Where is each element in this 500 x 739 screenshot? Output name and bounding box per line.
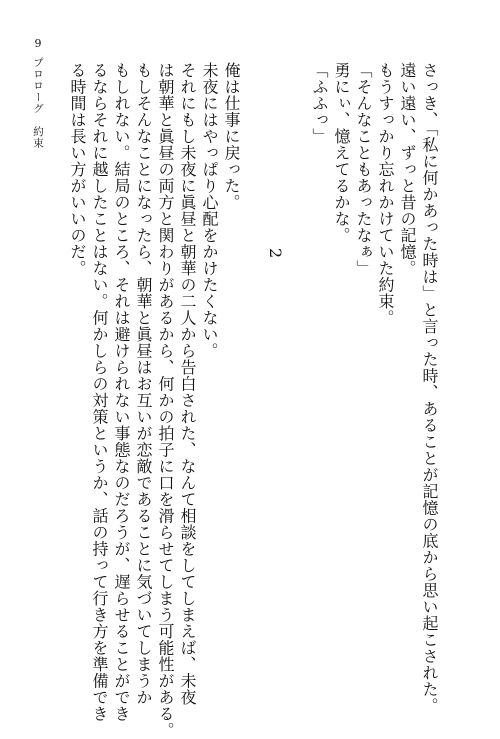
text-line: さっき、「私に何かあった時は」と言った時、あることが記憶の底から思い起こされた。 — [420, 62, 439, 714]
text-line: 「そんなこともあったなぁ」 — [354, 62, 373, 277]
text-line: 遠い遠い、ずっと昔の記憶。 — [398, 62, 417, 277]
chapter-title: プロローグ 約束 — [32, 57, 44, 149]
running-header — [14, 38, 62, 149]
text-line: は朝華と眞昼の両方と関わりがあるから、何かの拍子に口を滑らせてしまう可能性がある。 — [156, 62, 175, 739]
blank-line — [286, 62, 308, 672]
text-line: 「ふふっ」 — [310, 62, 329, 145]
section-number: 2 — [266, 248, 285, 259]
text-line: 俺は仕事に戻った。 — [222, 62, 241, 211]
text-line: それにもし未夜に眞昼と朝華の二人から告白された、なんて相談をしてしまえば、未夜 — [178, 62, 197, 706]
text-line: もしれない。結局のところ、それは避けられない事態なのだろうが、遅らせることができ — [112, 62, 131, 722]
text-line: るならそれに越したことはない。何かしらの対策というか、話の持って行き方を準備でき — [90, 62, 109, 722]
text-line: る時間は長い方がいいのだ。 — [68, 62, 87, 277]
blank-line — [242, 62, 264, 672]
vertical-text-body — [66, 62, 440, 739]
page-number: 9 — [34, 37, 42, 50]
text-line: もしそんなことになったら、朝華と眞昼はお互いが恋敵であることに気づいてしまうか — [134, 62, 153, 706]
text-line: もうすっかり忘れかけていた約束。 — [376, 62, 395, 326]
text-line: 勇にぃ、憶えてるかな。 — [332, 62, 351, 244]
text-line: 未夜にはやっぱり心配をかけたくない。 — [200, 62, 219, 359]
